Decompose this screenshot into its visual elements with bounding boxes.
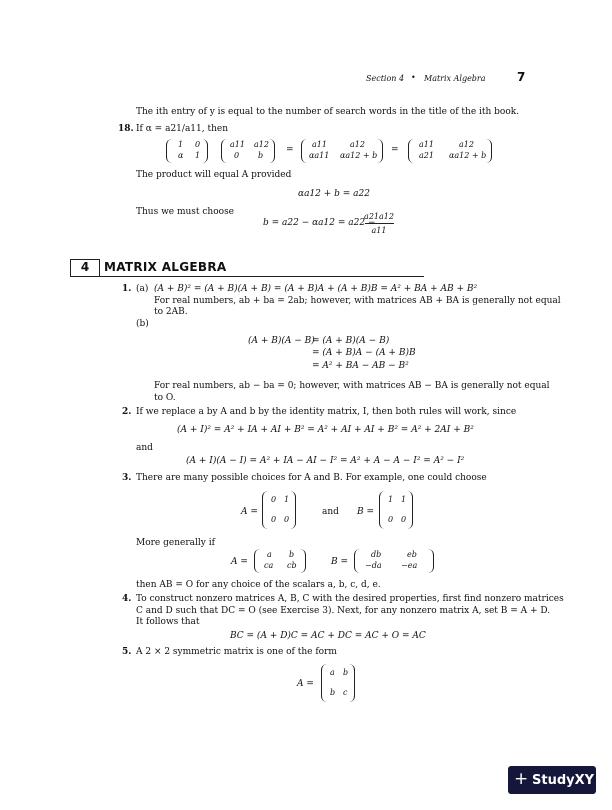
p3-A-label: A = [241,507,258,517]
p4-number: 4. [122,594,132,604]
p1-a-text-2: to 2AB. [154,307,188,317]
p3-B-label: B = [357,507,375,517]
p1-b-text-1: For real numbers, ab − ba = 0; however, with matrices AB − BA is generally not equal [154,381,550,391]
p18-frac-bar [365,223,394,224]
p1-b-row-1: = (A + B)(A − B) [312,336,390,346]
p2-equation-1: (A + I)² = A² + IA + AI + B² = A² + AI + AI + B² = A² + 2AI + B² [177,425,474,435]
section-rule [100,276,424,277]
p18-number: 18. [118,124,134,134]
p5-A-label: A = [297,679,314,689]
p3-number: 3. [122,473,132,483]
p1-b-row-2: = (A + B)A − (A + B)B [312,348,416,358]
p3-A2-label: A = [231,557,248,567]
p18-frac-denominator: a11 [371,226,387,235]
studyxy-logo[interactable] [508,766,596,794]
p5-number: 5. [122,647,132,657]
p18-matrix-1: 1 0 α 1 [166,139,208,163]
header-title: Matrix Algebra [424,74,486,83]
p1-a-text-1: For real numbers, ab + ba = 2ab; however, with matrices AB + BA is generally not equal [154,296,561,306]
p3-matrix-A: 0 1 0 0 [262,491,296,529]
section-title: MATRIX ALGEBRA [104,260,227,274]
p18-matrix-2: a11 a12 0 b [221,139,275,163]
p1-number: 1. [122,284,132,294]
page-number: 7 [517,70,526,84]
p2-text: If we replace a by A and b by the identity matrix, I, then both rules will work, since [136,407,517,417]
p18-matrix-3: a11 a12 αa11 αa12 + b [301,139,383,163]
p3-text: There are many possible choices for A and B. For example, one could choose [136,473,487,483]
p4-equation: BC = (A + D)C = AC + DC = AC + O = AC [230,631,426,641]
p3-matrix-B2: db eb −da −ea [354,549,434,573]
header-bullet: • [411,73,416,82]
plus-icon: + [514,769,529,789]
p18-lead: If α = a21/a11, then [136,124,229,134]
p1-b-row-3: = A² + BA − AB − B² [312,361,409,371]
p5-text: A 2 × 2 symmetric matrix is one of the form [136,647,337,657]
p3-matrix-A2: a b ca cb [254,549,306,573]
p3-general: More generally if [136,538,215,548]
p1-b-lhs: (A + B)(A − B) [248,336,315,346]
p18-provided: The product will equal A provided [136,170,292,180]
p2-and: and [136,443,153,453]
logo-text: StudyXY [532,773,595,788]
intro-text: The ith entry of y is equal to the number of search words in the title of the ith book. [136,107,520,117]
p1-b-label: (b) [136,319,149,329]
p18-condition: αa12 + b = a22 [298,189,370,199]
p18-frac-numerator: a21a12 [364,212,394,221]
p3-matrix-B: 1 1 0 0 [379,491,413,529]
p1-a-label: (a) [136,284,149,294]
p3-then: then AB = O for any choice of the scalars a, b, c, d, e. [136,580,381,590]
header-section: Section 4 [366,74,405,83]
p2-equation-2: (A + I)(A − I) = A² + IA − AI − I² = A² + A − A − I² = A² − I² [186,456,465,466]
p2-number: 2. [122,407,132,417]
p1-a-equation: (A + B)² = (A + B)(A + B) = (A + B)A + (A + B)B = A² + BA + AB + B² [154,284,478,294]
p3-and: and [322,507,339,517]
p18-matrix-4: a11 a12 a21 αa12 + b [408,139,492,163]
p4-line-1: To construct nonzero matrices A, B, C with the desired properties, first find nonzero matrices [136,594,564,604]
p4-line-2: C and D such that DC = O (see Exercise 3). Next, for any nonzero matrix A, set B = A + D. [136,606,551,616]
section-number: 4 [80,260,90,274]
p1-b-text-2: to O. [154,393,176,403]
p5-matrix-A: a b b c [321,664,355,702]
p4-line-3: It follows that [136,617,200,627]
p18-choose: Thus we must choose [136,207,235,217]
p3-B2-label: B = [331,557,349,567]
p18-equals-1: = [286,145,294,155]
p18-equals-2: = [391,145,399,155]
p18-b-expression: b = a22 − αa12 = a22 − [263,218,376,228]
